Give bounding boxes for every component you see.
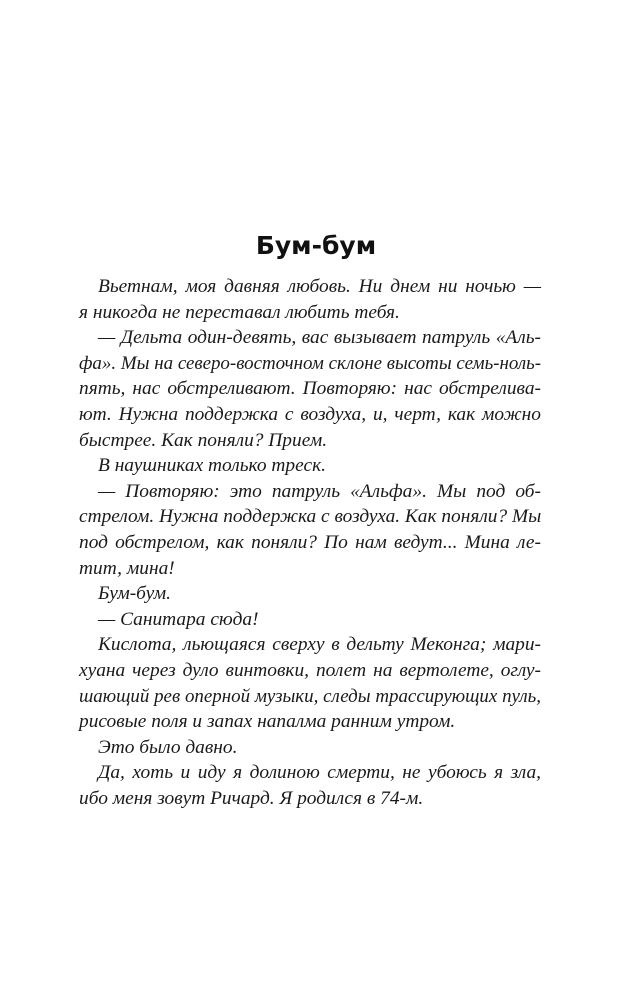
text-line: под обстрелом, как поняли? По нам ведут... Мина ле- xyxy=(79,531,541,553)
text-line: быстрее. Как поняли? Прием. xyxy=(79,429,328,451)
chapter-body xyxy=(79,274,541,811)
text-line: В наушниках только треск. xyxy=(98,455,326,477)
text-line: пять, нас обстреливают. Повторяю: нас обстрелива- xyxy=(79,378,541,400)
text-line: шающий рев оперной музыки, следы трассирующих пуль, xyxy=(79,685,541,707)
text-line: Вьетнам, моя давняя любовь. Ни днем ни ночью — xyxy=(98,276,541,297)
text-line: хуана через дуло винтовки, полет на вертолете, оглу- xyxy=(79,659,541,681)
text-line: — Санитара сюда! xyxy=(98,608,259,630)
text-line: фа». Мы на северо-восточном склоне высоты семь-ноль- xyxy=(79,352,541,374)
text-line: — Дельта один-девять, вас вызывает патруль «Аль- xyxy=(98,327,541,349)
text-line: Бум-бум. xyxy=(98,583,171,605)
text-line: стрелом. Нужна поддержка с воздуха. Как поняли? Мы xyxy=(79,506,542,528)
text-line: Кислота, льющаяся сверху в дельту Меконга; мари- xyxy=(98,634,541,656)
text-line: рисовые поля и запах напалма ранним утром. xyxy=(79,711,456,733)
text-line: я никогда не переставал любить тебя. xyxy=(79,301,400,323)
text-line: Это было давно. xyxy=(98,736,238,758)
text-line: — Повторяю: это патруль «Альфа». Мы под об- xyxy=(98,480,541,502)
text-line: тит, мина! xyxy=(79,557,175,579)
text-line: ибо меня зовут Ричард. Я родился в 74-м. xyxy=(79,787,424,809)
text-line: ют. Нужна поддержка с воздуха, и, черт, как можно xyxy=(79,403,541,425)
text-line: Да, хоть и иду я долиною смерти, не убоюсь я зла, xyxy=(98,762,541,784)
chapter-title: Бум-бум xyxy=(255,231,377,260)
